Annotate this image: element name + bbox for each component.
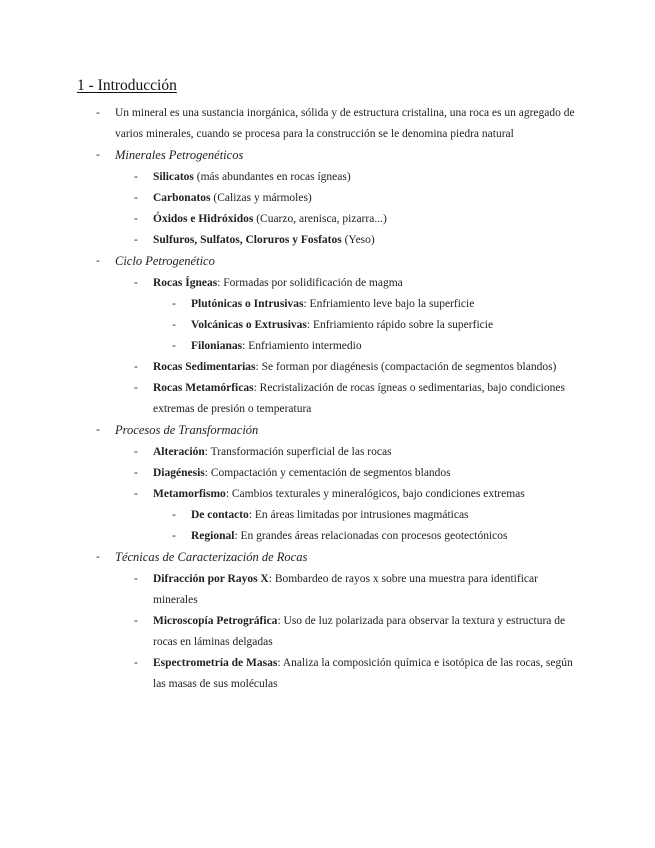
bullet-dash: - [134, 657, 138, 669]
term-label: Regional [191, 530, 235, 542]
term-label: Sulfuros, Sulfatos, Cloruros y Fosfatos [153, 234, 342, 246]
list-item [134, 442, 576, 463]
list-item [134, 611, 576, 653]
list-item [134, 463, 576, 484]
list-item [134, 273, 576, 357]
list-item [134, 209, 576, 230]
term-description: : Uso de luz polarizada para observar la textura y estructura de rocas en láminas delgadas [153, 615, 566, 648]
bullet-dash: - [134, 615, 138, 627]
bullet-dash: - [172, 509, 176, 521]
term-description: : Formadas por solidificación de magma [217, 277, 403, 289]
sub-list-item [172, 315, 576, 336]
bullet-dash: - [96, 551, 100, 563]
term-description: : Transformación superficial de las rocas [204, 446, 392, 458]
bullet-dash: - [134, 467, 138, 479]
list-item [134, 357, 576, 378]
term-description: : Enfriamiento rápido sobre la superficie [306, 319, 494, 331]
bullet-dash: - [134, 213, 138, 225]
list-item [134, 484, 576, 547]
term-label: Rocas Ígneas [153, 277, 218, 289]
section-list [134, 569, 576, 695]
bullet-dash: - [134, 192, 138, 204]
bullet-dash: - [134, 446, 138, 458]
section-item [96, 547, 576, 695]
term-label: Carbonatos [153, 192, 211, 204]
term-description: (Cuarzo, arenisca, pizarra...) [253, 213, 387, 225]
sub-list [172, 505, 576, 547]
bullet-dash: - [134, 171, 138, 183]
term-label: Microscopía Petrográfica [153, 615, 278, 627]
term-label: Filonianas [191, 340, 243, 352]
term-description: : Bombardeo de rayos x sobre una muestra para identificar minerales [153, 573, 538, 606]
term-description: : En áreas limitadas por intrusiones magmáticas [248, 509, 469, 521]
section-list [134, 442, 576, 547]
bullet-dash: - [134, 361, 138, 373]
term-description: (Yeso) [341, 234, 375, 246]
section-item [96, 145, 576, 251]
section-heading: Minerales Petrogenéticos [115, 148, 244, 162]
section-item [96, 251, 576, 420]
bullet-dash: - [96, 107, 100, 119]
intro-text: Un mineral es una sustancia inorgánica, sólida y de estructura cristalina, una roca es un agregado de varios minerales, cuando se procesa para la construcción se le denomina piedra natural [115, 107, 575, 140]
bullet-dash: - [96, 424, 100, 436]
term-label: Rocas Metamórficas [153, 382, 254, 394]
term-description: : Enfriamiento intermedio [242, 340, 362, 352]
term-label: Difracción por Rayos X [153, 573, 269, 585]
list-item [134, 230, 576, 251]
list-item [134, 188, 576, 209]
bullet-dash: - [172, 340, 176, 352]
list-item [134, 653, 576, 695]
term-label: Óxidos e Hidróxidos [153, 213, 254, 225]
bullet-dash: - [172, 319, 176, 331]
term-description: : Recristalización de rocas ígneas o sedimentarias, bajo condiciones extremas de presión o temperatura [153, 382, 565, 415]
term-description: (más abundantes en rocas ígneas) [193, 171, 351, 183]
section-list [134, 167, 576, 251]
term-description: : Cambios texturales y mineralógicos, bajo condiciones extremas [225, 488, 525, 500]
bullet-dash: - [172, 530, 176, 542]
term-label: Silicatos [153, 171, 194, 183]
bullet-dash: - [134, 234, 138, 246]
bullet-dash: - [134, 277, 138, 289]
section-heading: Técnicas de Caracterización de Rocas [115, 550, 308, 564]
bullet-dash: - [134, 573, 138, 585]
list-item [134, 167, 576, 188]
intro-item [96, 103, 576, 145]
term-label: Espectrometría de Masas [153, 657, 278, 669]
term-description: : En grandes áreas relacionadas con procesos geotectónicos [234, 530, 508, 542]
sub-list-item [172, 336, 576, 357]
bullet-dash: - [96, 255, 100, 267]
bullet-dash: - [134, 382, 138, 394]
term-label: Alteración [153, 446, 205, 458]
section-item [96, 420, 576, 547]
term-description: : Compactación y cementación de segmentos blandos [204, 467, 451, 479]
term-label: Plutónicas o Intrusivas [191, 298, 304, 310]
sub-list-item [172, 526, 576, 547]
section-title: 1 - Introducción [77, 77, 177, 94]
term-description: : Se forman por diagénesis (compactación de segmentos blandos) [255, 361, 557, 373]
bullet-dash: - [172, 298, 176, 310]
term-label: Diagénesis [153, 467, 205, 479]
section-heading: Procesos de Transformación [115, 423, 259, 437]
sub-list-item [172, 294, 576, 315]
term-label: Metamorfismo [153, 488, 226, 500]
term-label: Rocas Sedimentarias [153, 361, 256, 373]
term-label: Volcánicas o Extrusivas [191, 319, 307, 331]
bullet-dash: - [96, 149, 100, 161]
bullet-dash: - [134, 488, 138, 500]
term-description: (Calizas y mármoles) [210, 192, 312, 204]
outline-list [96, 103, 576, 695]
list-item [134, 378, 576, 420]
section-list [134, 273, 576, 420]
section-heading: Ciclo Petrogenético [115, 254, 215, 268]
list-item [134, 569, 576, 611]
term-description: : Enfriamiento leve bajo la superficie [303, 298, 475, 310]
term-description: : Analiza la composición química e isotópica de las rocas, según las masas de sus moléculas [153, 657, 573, 690]
term-label: De contacto [191, 509, 249, 521]
sub-list [172, 294, 576, 357]
sub-list-item [172, 505, 576, 526]
